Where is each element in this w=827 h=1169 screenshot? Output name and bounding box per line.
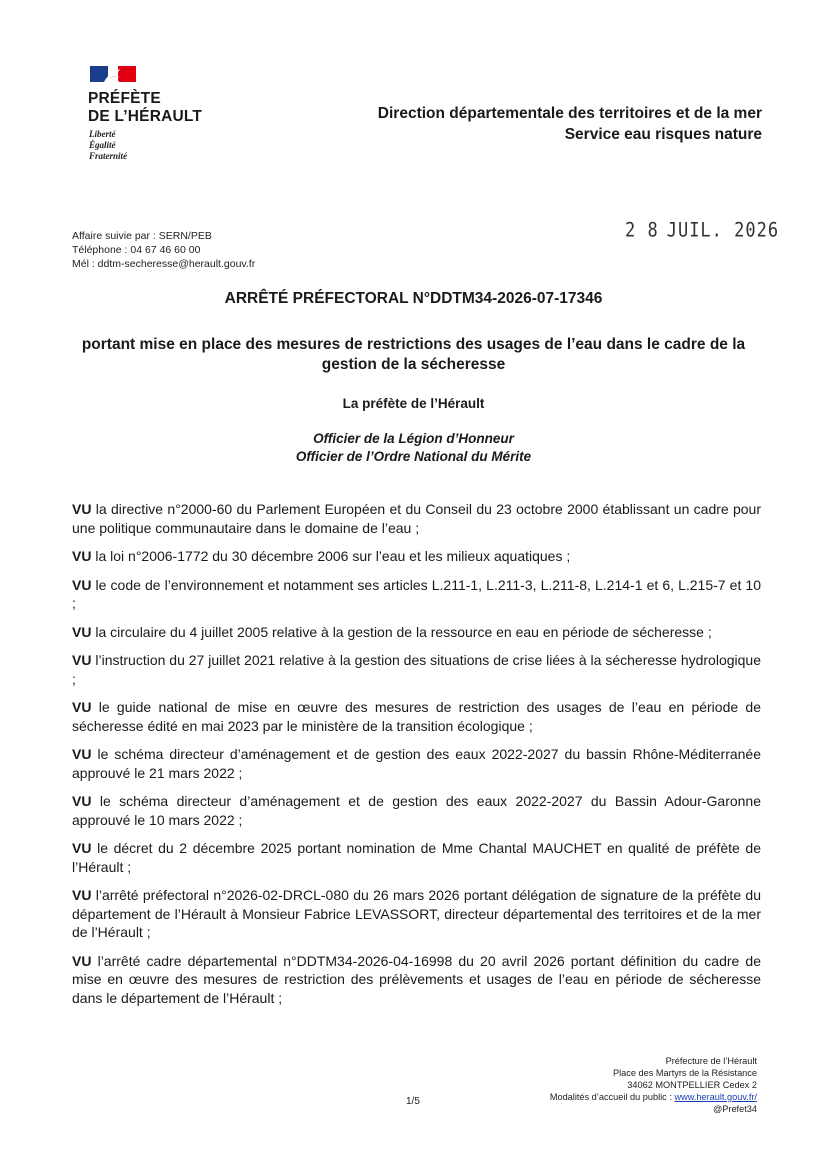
- vu-keyword: VU: [72, 652, 92, 668]
- vu-text: le schéma directeur d’aménagement et de gestion des eaux 2022-2027 du Bassin Adour-Garonne approuvé le 10 mars 2022 ;: [72, 793, 762, 828]
- vu-keyword: VU: [72, 501, 92, 517]
- vu-list: [72, 500, 761, 1017]
- date-stamp-month-year: JUIL. 2026: [666, 219, 780, 242]
- honours: [0, 430, 827, 466]
- vu-item: [72, 839, 761, 876]
- service-name: Service eau risques nature: [564, 126, 762, 143]
- page-number: 1/5: [406, 1096, 420, 1107]
- vu-text: le décret du 2 décembre 2025 portant nomination de Mme Chantal MAUCHET en qualité de préfète de l’Hérault ;: [72, 840, 762, 875]
- vu-text: l’instruction du 27 juillet 2021 relative à la gestion des situations de crise liées à la sécheresse hydrologique ;: [72, 652, 761, 687]
- footer-prefecture: Préfecture de l’Hérault: [665, 1056, 757, 1066]
- vu-keyword: VU: [72, 576, 92, 593]
- vu-text: le guide national de mise en œuvre des mesures de restriction des usages de l’eau en période de sécheresse édité en mai 2023 par le ministère de la transition écologique ;: [72, 699, 761, 734]
- direction-name: Direction départementale des territoires et de la mer: [377, 105, 762, 122]
- vu-item: [72, 651, 761, 688]
- decree-subtitle: portant mise en place des mesures de restrictions des usages de l’eau dans le cadre de la gestion de la sécheresse: [81, 336, 746, 373]
- republic-motto: [89, 129, 127, 162]
- footer-website-link[interactable]: www.herault.gouv.fr/: [674, 1092, 757, 1102]
- date-stamp: [625, 219, 779, 242]
- prefete-heading: La préfète de l’Hérault: [342, 396, 485, 411]
- vu-keyword: VU: [72, 699, 92, 715]
- vu-item: [72, 500, 761, 537]
- vu-item: [72, 576, 761, 613]
- vu-keyword: VU: [72, 746, 92, 762]
- vu-text: la directive n°2000-60 du Parlement Européen et du Conseil du 23 octobre 2000 établissant un cadre pour une politique communautaire dans le domaine de l’eau ;: [72, 501, 762, 536]
- vu-item: [72, 952, 761, 1008]
- footer-city: 34062 MONTPELLIER Cedex 2: [627, 1080, 757, 1090]
- contact-block: [72, 229, 255, 271]
- footer-accueil-label: Modalités d’accueil du public :: [549, 1092, 675, 1102]
- contact-affaire: Affaire suivie par : SERN/PEB: [72, 230, 212, 242]
- logo-line-1: PRÉFÈTE: [88, 90, 161, 107]
- vu-text: l’arrêté cadre départemental n°DDTM34-2026-04-16998 du 20 avril 2026 portant définition du cadre de mise en œuvre des mesures de restriction des prélèvements et usages de l’eau en période de sécheresse dans le département de l’Hérault ;: [72, 952, 761, 1006]
- vu-keyword: VU: [72, 840, 92, 856]
- motto-egalite: Égalité: [89, 140, 116, 150]
- logo-title: [88, 90, 202, 126]
- issuing-direction: [378, 103, 762, 145]
- vu-item: [72, 792, 761, 829]
- vu-text: le code de l’environnement et notamment ses articles L.211-1, L.211-3, L.211-8, L.214-1 et 6, L.215-7 et 10 ;: [72, 576, 761, 611]
- vu-text: le schéma directeur d’aménagement et de gestion des eaux 2022-2027 du bassin Rhône-Méditerranée approuvé le 21 mars 2022 ;: [72, 746, 762, 781]
- vu-item: [72, 623, 761, 642]
- vu-item: [72, 547, 761, 566]
- decree-title: ARRÊTÉ PRÉFECTORAL N°DDTM34-2026-07-17346: [224, 290, 603, 307]
- honour-merite: Officier de l’Ordre National du Mérite: [295, 449, 532, 464]
- vu-keyword: VU: [72, 623, 92, 640]
- footer-accueil: [550, 1091, 757, 1103]
- vu-keyword: VU: [72, 548, 92, 564]
- contact-email: Mél : ddtm-secheresse@herault.gouv.fr: [72, 258, 256, 270]
- vu-text: l’arrêté préfectoral n°2026-02-DRCL-080 du 26 mars 2026 portant délégation de signature de la préfète du département de l’Hérault à Monsieur Fabrice LEVASSORT, directeur départemental des territoires et de la mer de l’Hérault ;: [72, 887, 761, 940]
- vu-text: la circulaire du 4 juillet 2005 relative à la gestion de la ressource en eau en période de sécheresse ;: [95, 623, 712, 640]
- date-stamp-day: 2 8: [625, 219, 659, 242]
- contact-telephone: Téléphone : 04 67 46 60 00: [72, 244, 201, 256]
- vu-keyword: VU: [72, 793, 92, 809]
- footer-address: Place des Martyrs de la Résistance: [613, 1068, 757, 1078]
- vu-keyword: VU: [72, 887, 92, 903]
- marianne-logo-icon: [90, 66, 136, 82]
- vu-item: [72, 745, 761, 782]
- logo-line-2: DE L’HÉRAULT: [88, 108, 203, 125]
- vu-item: [72, 698, 761, 735]
- motto-liberte: Liberté: [89, 129, 116, 139]
- prefecture-footer: [550, 1055, 757, 1115]
- footer-twitter: @Prefet34: [712, 1104, 757, 1114]
- vu-item: [72, 886, 761, 942]
- motto-fraternite: Fraternité: [89, 151, 128, 161]
- vu-text: la loi n°2006-1772 du 30 décembre 2006 sur l’eau et les milieux aquatiques ;: [95, 548, 571, 564]
- vu-keyword: VU: [72, 952, 92, 969]
- honour-legion: Officier de la Légion d’Honneur: [313, 431, 514, 446]
